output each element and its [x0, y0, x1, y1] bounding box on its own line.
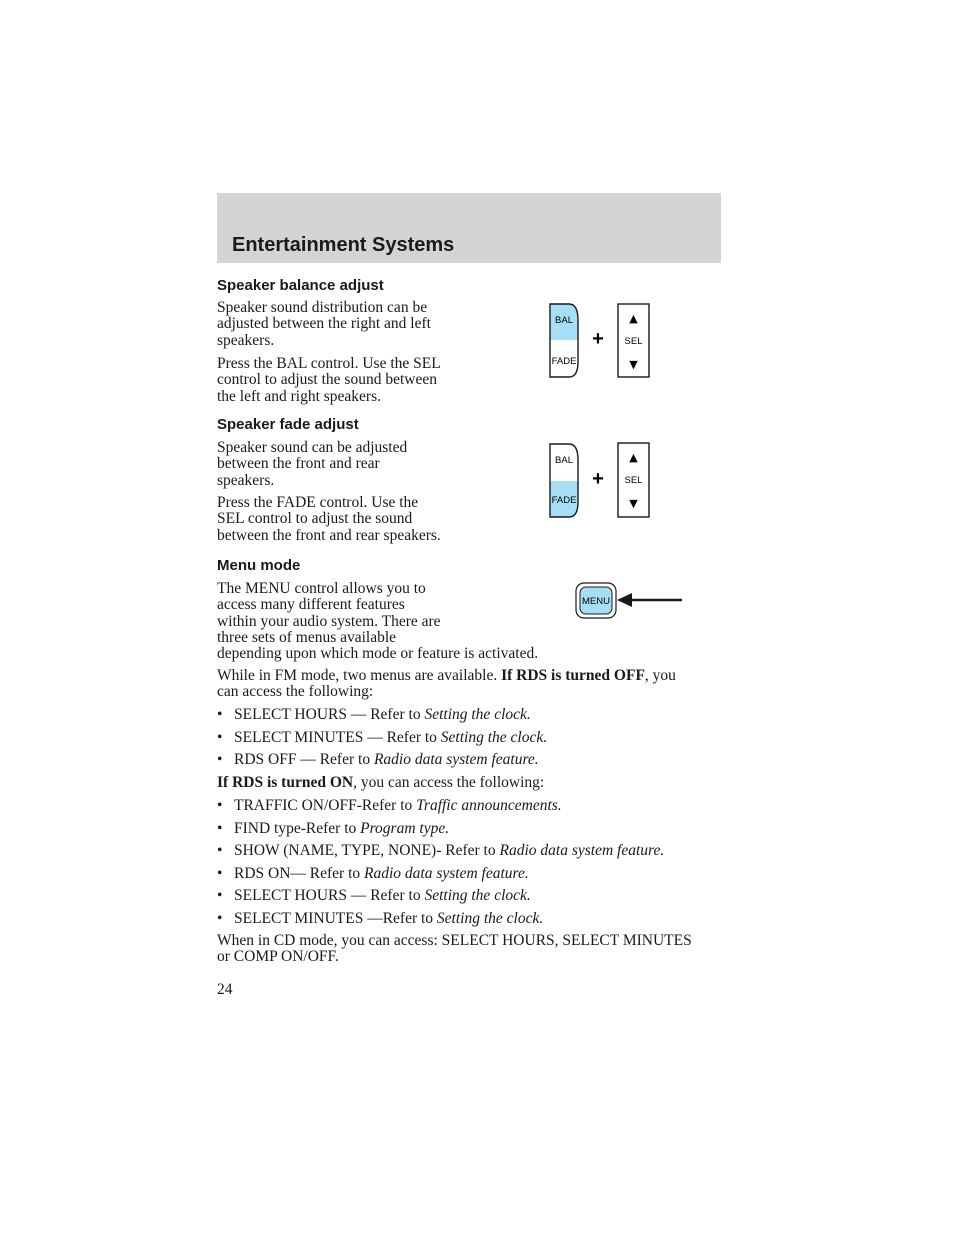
list-item: • RDS ON— Refer to Radio data system feature. — [217, 864, 529, 882]
text-line: speakers. — [217, 471, 275, 489]
text-line: between the front and rear speakers. — [217, 526, 441, 544]
bullet-icon: • — [217, 797, 223, 814]
text-line: depending upon which mode or feature is activated. — [217, 645, 539, 663]
text-line: Press the BAL control. Use the SEL — [217, 355, 441, 372]
arrow-left-icon — [617, 593, 632, 607]
page-title: Entertainment Systems — [232, 234, 455, 256]
text-line — [217, 668, 676, 684]
fade-paragraph-2 — [217, 495, 441, 544]
list-item: • SELECT MINUTES — Refer to Setting the clock. — [217, 728, 548, 746]
text-line: adjusted between the right and left — [217, 315, 431, 333]
menu-heading: Menu mode — [217, 557, 301, 574]
bal-label: BAL — [555, 315, 573, 326]
balance-control-diagram — [545, 300, 657, 382]
bullet-icon: • — [217, 819, 223, 837]
text-line: The MENU control allows you to — [217, 580, 426, 597]
sel-label: SEL — [624, 475, 643, 486]
up-arrow-icon: ▲ — [629, 312, 638, 325]
bullet-icon: • — [217, 864, 223, 882]
bullet-icon: • — [217, 909, 223, 927]
list-item: • SELECT HOURS — Refer to Setting the clock. — [217, 887, 531, 904]
menu-label: MENU — [582, 596, 610, 607]
text-span: While in FM mode, two menus are available. — [217, 667, 502, 684]
bullet-icon: • — [217, 706, 223, 723]
page-number: 24 — [217, 981, 233, 998]
plus-icon: + — [592, 468, 604, 490]
text-line: Speaker sound can be adjusted — [217, 439, 408, 456]
text-line: When in CD mode, you can access: SELECT HOURS, SELECT MINUTES — [217, 932, 692, 949]
section-header-band — [217, 193, 721, 263]
sel-label: SEL — [624, 336, 643, 347]
text-line: Speaker sound distribution can be — [217, 299, 428, 316]
bal-label: BAL — [555, 455, 573, 466]
bal-fade-button — [550, 444, 578, 517]
text-line: access many different features — [217, 596, 405, 614]
list-item: • FIND type-Refer to Program type. — [217, 819, 450, 837]
bullet-icon: • — [217, 842, 223, 859]
text-line: control to adjust the sound between — [217, 371, 437, 389]
fade-label: FADE — [551, 495, 577, 506]
list-item: • SHOW (NAME, TYPE, NONE)- Refer to Radio data system feature. — [217, 842, 665, 859]
list-item: • SELECT MINUTES —Refer to Setting the clock. — [217, 909, 544, 927]
bold-text: If RDS is turned OFF — [501, 667, 645, 684]
down-arrow-icon: ▼ — [629, 497, 638, 510]
down-arrow-icon: ▼ — [629, 358, 638, 371]
rds-on-intro — [217, 775, 544, 791]
list-item: • TRAFFIC ON/OFF-Refer to Traffic announcements. — [217, 797, 562, 814]
bullet-icon: • — [217, 887, 223, 904]
plus-icon: + — [592, 328, 604, 350]
up-arrow-icon: ▲ — [629, 451, 638, 464]
bold-text: If RDS is turned ON — [217, 774, 354, 791]
text-line: or COMP ON/OFF. — [217, 948, 339, 966]
rds-off-list — [217, 707, 547, 768]
bullet-icon: • — [217, 728, 223, 746]
fade-label: FADE — [551, 356, 577, 367]
bullet-icon: • — [217, 751, 223, 768]
text-span: , you — [644, 667, 676, 684]
text-line: three sets of menus available — [217, 628, 397, 646]
text-line: Press the FADE control. Use the — [217, 494, 419, 511]
text-line: can access the following: — [217, 683, 374, 701]
fade-control-diagram — [545, 440, 657, 522]
fade-heading: Speaker fade adjust — [217, 416, 359, 433]
balance-heading: Speaker balance adjust — [217, 277, 384, 294]
list-item: • SELECT HOURS — Refer to Setting the clock. — [217, 706, 531, 723]
text-line: the left and right speakers. — [217, 387, 381, 405]
text-line: within your audio system. There are — [217, 612, 441, 630]
text-span: , you can access the following: — [353, 774, 545, 791]
menu-button-diagram — [572, 580, 686, 622]
list-item: • RDS OFF — Refer to Radio data system feature. — [217, 751, 539, 768]
text-line — [217, 775, 544, 791]
balance-paragraph-1 — [217, 300, 431, 349]
fade-paragraph-1 — [217, 440, 407, 489]
sel-button — [618, 304, 649, 377]
sel-button — [618, 443, 649, 517]
menu-paragraph-1 — [217, 581, 538, 662]
text-line: speakers. — [217, 331, 275, 349]
balance-paragraph-2 — [217, 356, 441, 405]
bal-fade-button — [550, 304, 578, 377]
rds-on-list — [217, 798, 664, 927]
fm-mode-paragraph — [217, 668, 676, 701]
text-line: between the front and rear — [217, 455, 380, 473]
text-line: SEL control to adjust the sound — [217, 510, 413, 528]
cd-mode-paragraph — [217, 933, 692, 966]
